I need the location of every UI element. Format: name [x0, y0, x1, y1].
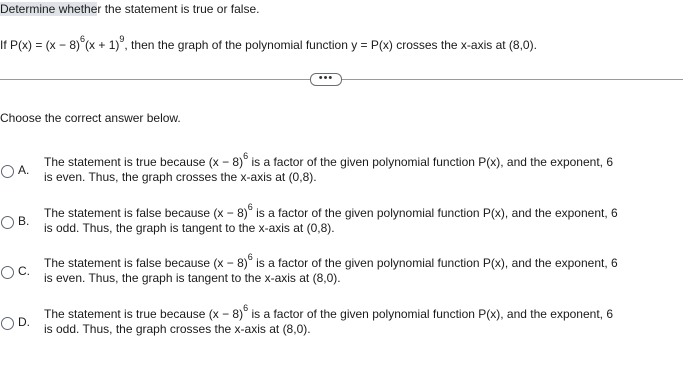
- answer-prompt: Choose the correct answer below.: [0, 111, 181, 125]
- option-text-line2-c: is even. Thus, the graph is tangent to the x-axis at (8,0).: [44, 271, 341, 285]
- option-text-line1-c: [44, 252, 618, 270]
- option-d-post: is a factor of the given polynomial function P(x), and the exponent, 6: [248, 307, 614, 321]
- option-c-pre: The statement is false because (x − 8): [44, 256, 248, 270]
- statement-exponent-2: 9: [119, 34, 125, 44]
- statement-part-3: , then the graph of the polynomial function y = P(x) crosses the x-axis at (8,0).: [124, 38, 537, 52]
- statement-part-1: If P(x) = (x − 8): [0, 38, 81, 52]
- option-b-exponent: 6: [247, 202, 253, 212]
- answer-option-c[interactable]: [0, 254, 692, 294]
- answer-option-b[interactable]: [0, 204, 692, 244]
- statement-exponent-1: 6: [80, 34, 86, 44]
- instruction-text: [0, 2, 259, 16]
- option-a-post: is a factor of the given polynomial function P(x), and the exponent, 6: [248, 155, 614, 169]
- option-letter-b: B.: [18, 214, 30, 228]
- option-text-line2-a: is even. Thus, the graph crosses the x-axis at (0,8).: [44, 170, 317, 184]
- option-a-pre: The statement is true because (x − 8): [44, 155, 244, 169]
- option-b-post: is a factor of the given polynomial function P(x), and the exponent, 6: [252, 206, 618, 220]
- more-options-button[interactable]: •••: [310, 73, 342, 86]
- option-text-line1-b: [44, 202, 618, 220]
- option-c-exponent: 6: [247, 252, 253, 262]
- option-text-line2-b: is odd. Thus, the graph is tangent to the x-axis at (0,8).: [44, 221, 335, 235]
- option-d-exponent: 6: [243, 303, 249, 313]
- option-b-pre: The statement is false because (x − 8): [44, 206, 248, 220]
- option-text-line1-d: [44, 303, 614, 321]
- option-d-pre: The statement is true because (x − 8): [44, 307, 244, 321]
- instruction-highlight: Determine whethe: [0, 2, 98, 16]
- answer-option-d[interactable]: [0, 305, 692, 345]
- option-letter-d: D.: [18, 315, 30, 329]
- option-c-post: is a factor of the given polynomial function P(x), and the exponent, 6: [252, 256, 618, 270]
- answer-option-a[interactable]: [0, 153, 692, 193]
- radio-button-c[interactable]: [1, 266, 14, 279]
- radio-button-b[interactable]: [1, 216, 14, 229]
- option-letter-a: A.: [18, 163, 30, 177]
- problem-statement: [0, 34, 537, 52]
- instruction-rest: r the statement is true or false.: [97, 2, 260, 16]
- option-text-line2-d: is odd. Thus, the graph crosses the x-axis at (8,0).: [44, 322, 311, 336]
- radio-button-a[interactable]: [1, 165, 14, 178]
- radio-button-d[interactable]: [1, 317, 14, 330]
- option-a-exponent: 6: [243, 151, 249, 161]
- option-letter-c: C.: [18, 264, 30, 278]
- option-text-line1-a: [44, 151, 614, 169]
- statement-part-2: (x + 1): [85, 38, 120, 52]
